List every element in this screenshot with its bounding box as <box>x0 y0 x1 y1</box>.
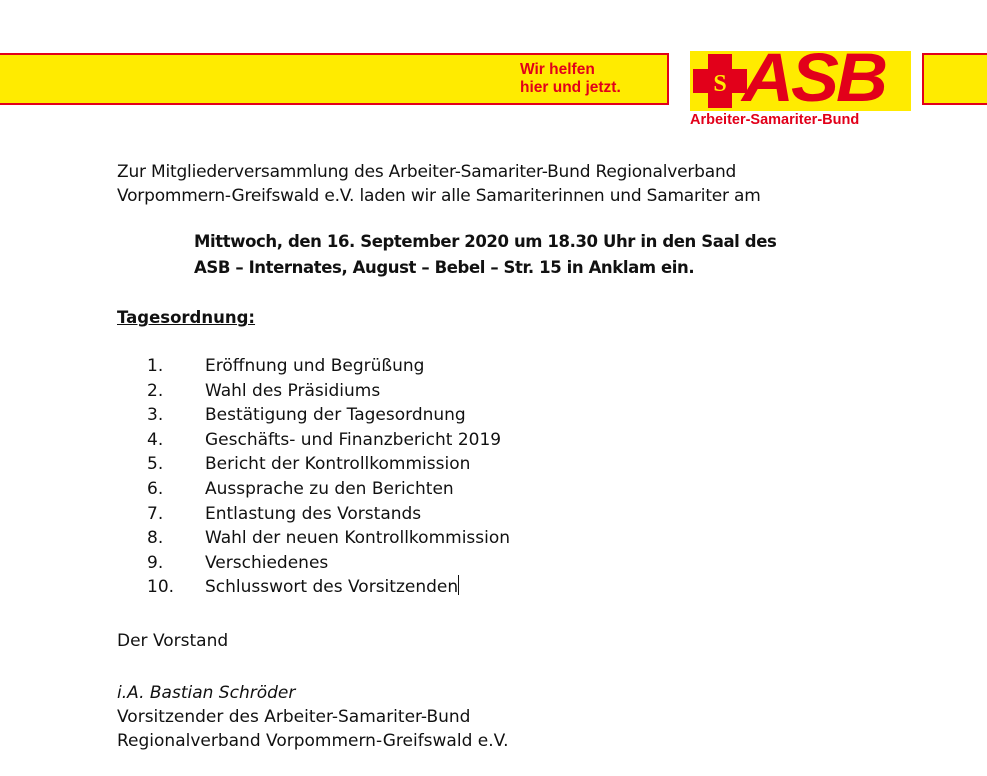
agenda-text: Bericht der Kontrollkommission <box>205 454 471 475</box>
agenda-text: Wahl des Präsidiums <box>205 380 381 401</box>
letter-body <box>117 160 937 753</box>
agenda-number: 4. <box>147 429 164 450</box>
agenda-text: Geschäfts- und Finanzbericht 2019 <box>205 429 502 450</box>
agenda-number: 5. <box>147 454 164 475</box>
agenda-item[interactable] <box>147 575 937 600</box>
agenda-item <box>147 354 937 379</box>
cross-letter: S <box>713 71 727 97</box>
agenda-text: Bestätigung der Tagesordnung <box>205 405 466 426</box>
text-cursor <box>458 575 459 595</box>
agenda-number: 8. <box>147 528 164 549</box>
agenda-text: Schlusswort des Vorsitzenden <box>205 577 459 598</box>
agenda-item <box>147 452 937 477</box>
slogan <box>520 61 621 97</box>
agenda-item <box>147 551 937 576</box>
event-line-2: ASB – Internates, August – Bebel – Str. 15 in Anklam ein. <box>194 258 695 277</box>
agenda-text: Eröffnung und Begrüßung <box>205 356 425 376</box>
agenda-number: 10. <box>147 577 175 598</box>
signer-role-1: Vorsitzender des Arbeiter-Samariter-Bund <box>117 706 471 727</box>
agenda-title: Tagesordnung: <box>117 308 256 327</box>
agenda-number: 3. <box>147 405 164 426</box>
event-line-1: Mittwoch, den 16. September 2020 um 18.30 Uhr in den Saal des <box>194 232 777 251</box>
agenda-text: Wahl der neuen Kontrollkommission <box>205 528 511 549</box>
agenda-number: 9. <box>147 552 164 573</box>
signer-name <box>117 681 937 705</box>
agenda-number: 2. <box>147 380 164 401</box>
logo-wordmark: ASB <box>742 40 886 117</box>
agenda-item <box>147 428 937 453</box>
event-details <box>194 229 937 281</box>
agenda-number: 7. <box>147 503 164 524</box>
agenda-item <box>147 526 937 551</box>
intro-paragraph <box>117 160 937 208</box>
agenda-item <box>147 379 937 404</box>
agenda-text: Entlastung des Vorstands <box>205 503 422 524</box>
signer-role-2: Regionalverband Vorpommern-Greifswald e.V. <box>117 730 509 751</box>
intro-line-2: Vorpommern-Greifswald e.V. laden wir alle Samariterinnen und Samariter am <box>117 186 761 206</box>
slogan-line-2: hier und jetzt. <box>520 79 621 96</box>
agenda-text: Aussprache zu den Berichten <box>205 478 454 499</box>
agenda-number: 1. <box>147 356 164 376</box>
agenda-text: Verschiedenes <box>205 552 329 573</box>
slogan-line-1: Wir helfen <box>520 61 595 78</box>
samaritan-cross-icon <box>690 51 750 111</box>
signer-line: i.A. Bastian Schröder <box>117 682 296 703</box>
intro-line-1: Zur Mitgliederversammlung des Arbeiter-Samariter-Bund Regionalverband <box>117 162 737 182</box>
agenda-number: 6. <box>147 478 164 499</box>
agenda-list <box>147 354 937 600</box>
agenda-item <box>147 403 937 428</box>
board-signature: Der Vorstand <box>117 630 229 651</box>
header-band-right <box>922 53 987 105</box>
logo-subtitle: Arbeiter-Samariter-Bund <box>690 112 860 128</box>
agenda-item <box>147 502 937 527</box>
agenda-item <box>147 477 937 502</box>
